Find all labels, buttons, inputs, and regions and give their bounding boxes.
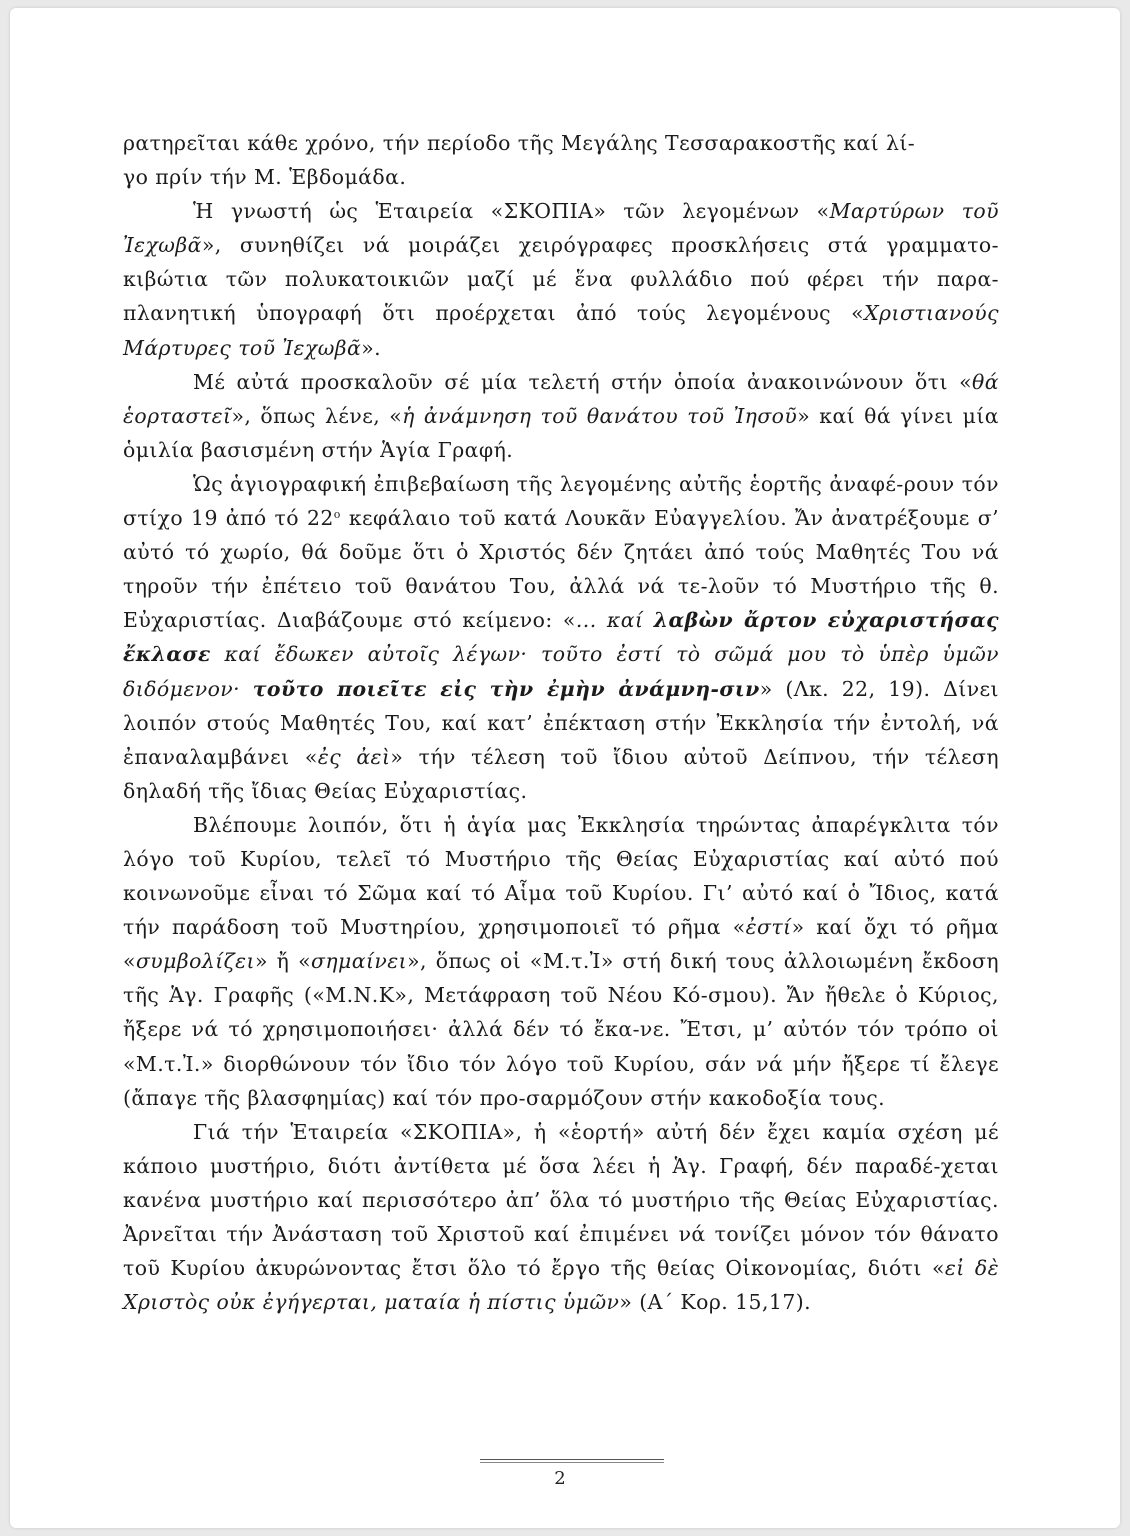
- text-run: » (Α΄ Κορ. 15,17).: [619, 1290, 812, 1315]
- italic-run: ἡ ἀνάμνηση τοῦ θανάτου τοῦ Ἰησοῦ: [402, 403, 798, 428]
- italic-run: ἐς ἀεὶ: [317, 744, 391, 769]
- text-run: » τήν τέλεση τοῦ ἴδιου αὐτοῦ Δείπνου, τήν τέλεση δηλαδή τῆς ἴδιας Θείας Εὐχαριστίας.: [123, 744, 999, 803]
- text-run: » καί ὄχι τό ρῆμα «: [123, 915, 999, 974]
- text-run: Ἡ γνωστή ὡς Ἑταιρεία «ΣΚΟΠΙΑ» τῶν λεγομένων «: [193, 199, 830, 224]
- footer-divider: [480, 1459, 664, 1460]
- text-run: κεφάλαιο τοῦ κατά Λουκᾶν Εὐαγγελίου. Ἄν ἀνατρέξουμε σ’ αὐτό τό χωρίο, θά δοῦμε ὅτι ὁ Χριστός δέν ζητάει ἀπό τούς Μαθητές Του νά τηροῦν τήν ἐπέτειο τοῦ θανάτου Του, ἀλλά νά τε-λοῦν τό Μυστήριο τῆς θ. Εὐχαριστίας. Διαβάζουμε στό κείμενο: «: [123, 506, 999, 633]
- text-run: γο πρίν τήν Μ. Ἑβδομάδα.: [123, 165, 407, 190]
- text-run: » (Λκ. 22, 19). Δίνει λοιπόν στούς Μαθητές Του, καί κατ’ ἐπέκταση στήν Ἐκκλησία τήν ἐντολή, νά ἐπαναλαμβάνει «: [123, 676, 999, 769]
- italic-run: συμβολίζει: [135, 949, 255, 974]
- text-run: Μέ αὐτά προσκαλοῦν σέ μία τελετή στήν ὁποία ἀνακοινώνουν ὅτι «: [193, 369, 973, 394]
- text-run: », ὅπως λένε, «: [231, 403, 403, 428]
- text-run: » καί θά γίνει μία ὁμιλία βασισμένη στήν Ἁγία Γραφή.: [123, 403, 1000, 462]
- paragraph-skopia: [123, 1115, 999, 1320]
- italic-run: θά ἑορταστεῖ: [123, 369, 999, 428]
- text-run: », συνηθίζει νά μοιράζει χειρόγραφες προσκλήσεις στά γραμματο-κιβώτια τῶν πολυκατοικιῶν μαζί μέ ἕνα φυλλάδιο πού φέρει τήν παρα-πλανητική ὑπογραφή ὅτι προέρχεται ἀπό τούς λεγομένους «: [123, 233, 999, 326]
- text-run: ρατηρεῖται κάθε χρόνο, τήν περίοδο τῆς Μεγάλης Τεσσαρακοστῆς καί λί-: [123, 131, 916, 155]
- bold-italic-run: τοῦτο ποιεῖτε εἰς τὴν ἐμὴν ἀνάμνη-σιν: [252, 676, 760, 701]
- italic-run: ἐστί: [745, 915, 792, 940]
- paragraph-continuation: [123, 126, 999, 194]
- italic-run: Μαρτύρων τοῦ Ἰεχωβᾶ: [123, 199, 999, 258]
- paragraph-invitations: [123, 194, 999, 364]
- italic-run: καί ἔδωκεν αὐτοῖς λέγων· τοῦτο ἐστί τὸ σῶμά μου τὸ ὑπὲρ ὑμῶν διδόμενον·: [123, 642, 999, 701]
- superscript: ο: [333, 508, 341, 522]
- text-run: Ὡς ἁγιογραφική ἐπιβεβαίωση τῆς λεγομένης αὐτῆς ἑορτῆς ἀναφέ-ρουν τόν στίχο 19 ἀπό τό 22: [123, 471, 999, 531]
- paragraph-church: [123, 808, 999, 1115]
- italic-run: ... καί: [575, 608, 654, 633]
- text-run: Γιά τήν Ἑταιρεία «ΣΚΟΠΙΑ», ἡ «ἑορτή» αὐτή δέν ἔχει καμία σχέση μέ κάποιο μυστήριο, διότι ἀντίθετα μέ ὅσα λέει ἡ Ἁγ. Γραφή, δέν παραδέ-χεται κανένα μυστήριο καί περισσότερο ἀπ’ ὅλα τό μυστήριο τῆς Θείας Εὐχαριστίας. Ἀρνεῖται τήν Ἀνάσταση τοῦ Χριστοῦ καί ἐπιμένει νά τονίζει μόνον τόν θάνατο τοῦ Κυρίου ἀκυρώνοντας ἔτσι ὅλο τό ἔργο τῆς θείας Οἰκονομίας, διότι «: [123, 1119, 999, 1281]
- text-run: ».: [361, 335, 382, 360]
- italic-run: σημαίνει: [311, 949, 408, 974]
- italic-run: Χριστιανούς Μάρτυρες τοῦ Ἰεχωβᾶ: [123, 301, 999, 360]
- document-page: [10, 8, 1120, 1528]
- page-number: 2: [554, 1468, 566, 1489]
- body-text: [123, 126, 999, 1319]
- bold-italic-run: λαβὼν ἄρτον εὐχαριστήσας ἔκλασε: [123, 608, 999, 667]
- paragraph-ceremony: [123, 365, 999, 467]
- paragraph-scripture: [123, 467, 999, 808]
- italic-run: εἰ δὲ Χριστὸς οὐκ ἐγήγερται, ματαία ἡ πίστις ὑμῶν: [123, 1256, 999, 1315]
- text-run: », ὅπως οἱ «Μ.τ.Ἰ» στή δική τους ἀλλοιωμένη ἔκδοση τῆς Ἁγ. Γραφῆς («Μ.Ν.Κ», Μετάφραση τοῦ Νέου Κό-σμου). Ἄν ἤθελε ὁ Κύριος, ἤξερε νά τό χρησιμοποιήσει· ἀλλά δέν τό ἔκα-νε. Ἔτσι, μ’ αὐτόν τόν τρόπο οἱ «Μ.τ.Ἰ.» διορθώνουν τόν ἴδιο τόν λόγο τοῦ Κυρίου, σάν νά μήν ἤξερε τί ἔλεγε (ἄπαγε τῆς βλασφημίας) καί τόν προ-σαρμόζουν στήν κακοδοξία τους.: [123, 949, 999, 1110]
- text-run: » ἤ «: [254, 949, 312, 974]
- text-run: Βλέπουμε λοιπόν, ὅτι ἡ ἁγία μας Ἐκκλησία τηρώντας ἀπαρέγκλιτα τόν λόγο τοῦ Κυρίου, τελεῖ τό Μυστήριο τῆς Θείας Εὐχαριστίας καί αὐτό πού κοινωνοῦμε εἶναι τό Σῶμα καί τό Αἷμα τοῦ Κυρίου. Γι’ αὐτό καί ὁ Ἴδιος, κατά τήν παράδοση τοῦ Μυστηρίου, χρησιμοποιεῖ τό ρῆμα «: [123, 812, 999, 940]
